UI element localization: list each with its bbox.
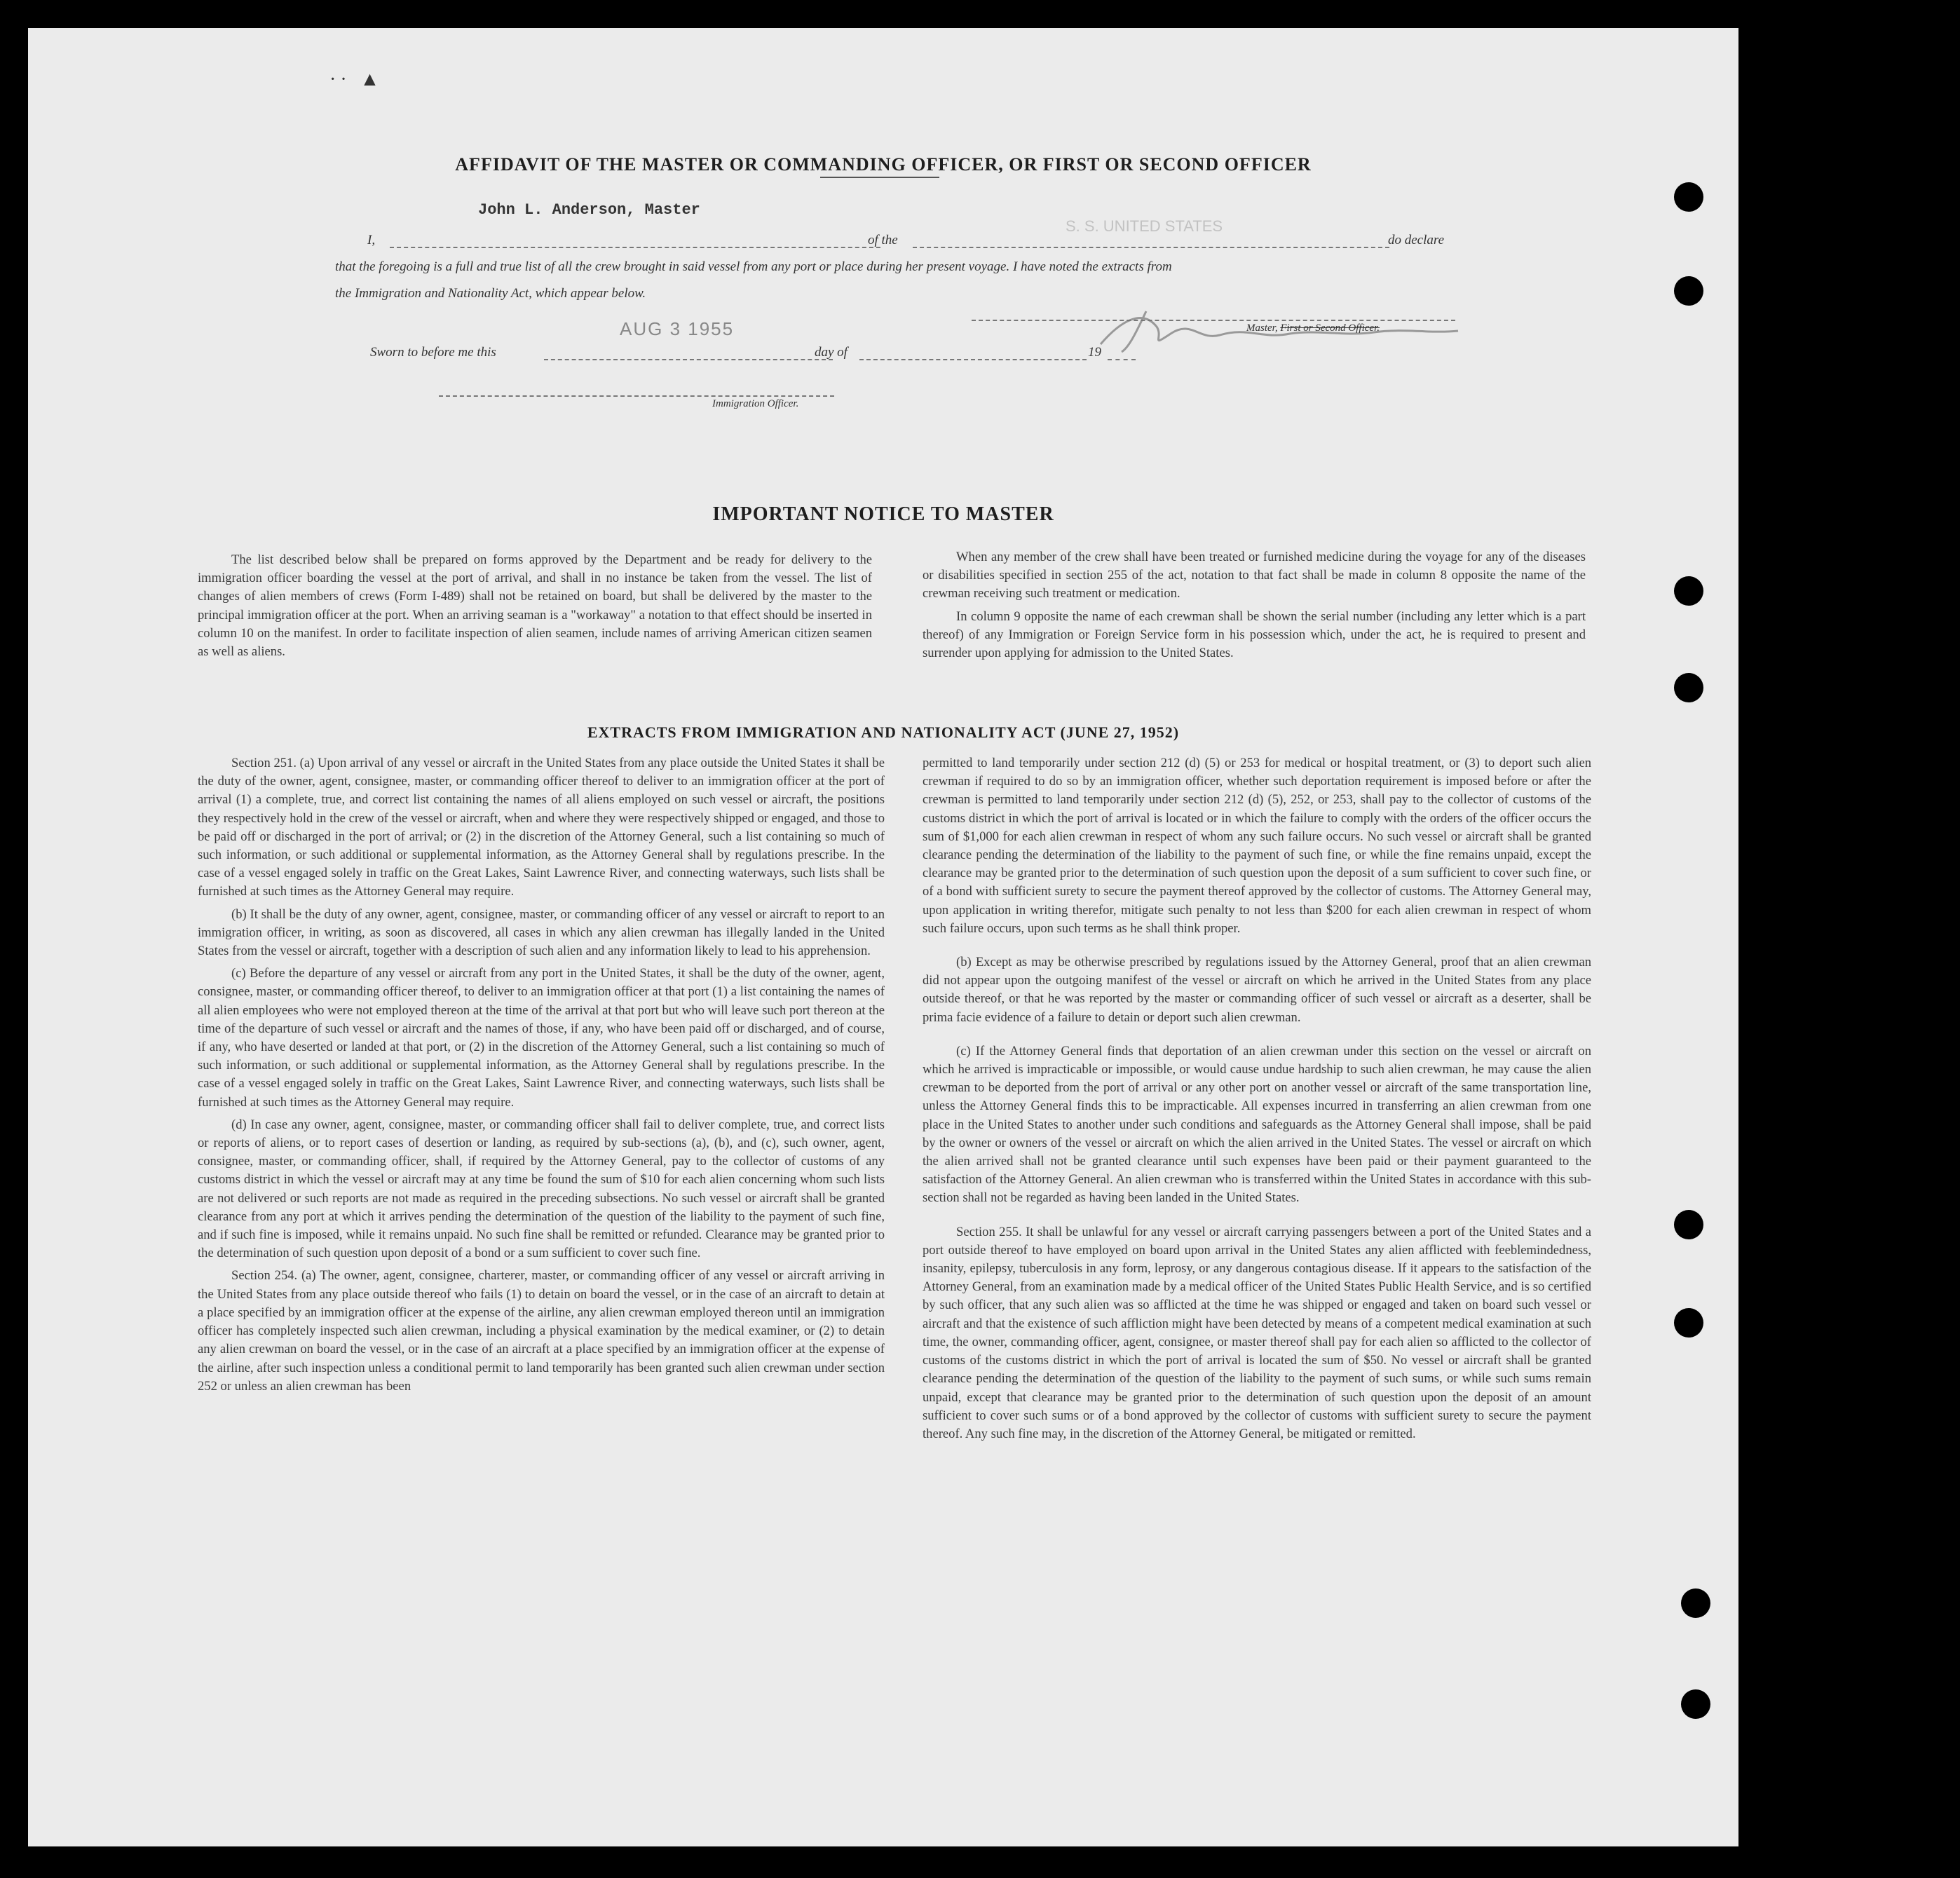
declare-prefix: I, — [367, 233, 376, 247]
declare-of-the: of the — [868, 233, 898, 247]
punch-hole — [1674, 1210, 1703, 1239]
section-251b: (b) It shall be the duty of any owner, agent, consignee, master, or commanding officer of any vessel or aircraft to report to an immigration officer, in writing, as soon as discovered, all cases in which any alien crewman has illegally landed in the United States from the vessel or aircraft, together with a description of such alien and any information likely to lead to his apprehension. — [198, 906, 885, 959]
punch-hole — [1674, 576, 1703, 606]
section-254c: (c) If the Attorney General finds that deportation of an alien crewman under this section on the vessel or aircraft on which he arrived is impracticable or impossible, or would cause undue hardship to such alien crewman, he may cause the alien crewman to be deported from the port of arrival or any other port on another vessel or aircraft of the same transportation line, unless the Attorney General finds this to be impracticable. All expenses incurred in transferring an alien crewman from one place in the United States to another under such conditions and safeguards as the Attorney General shall impose, shall be paid by the owner or owners of the vessel or aircraft on which the alien arrived in the United States. The vessel or aircraft on which the alien arrived shall not be granted clearance until such expenses have been paid or their payment guaranteed to the satisfaction of the Attorney General. An alien crewman who is transferred within the United States in accordance with this sub-section shall not be regarded as having been landed in the United States. — [923, 1043, 1591, 1206]
section-254b: (b) Except as may be otherwise prescribed by regulations issued by the Attorney General, proof that an alien crewman did not appear upon the outgoing manifest of the vessel or aircraft on which he arrived in the United States from any place outside thereof, or that he was reported by the master or commanding officer of such vessel or aircraft as a deserter, shall be prima facie evidence of a failure to detain or deport such alien crewman. — [923, 955, 1591, 1025]
notice-left-paragraph: The list described below shall be prepared on forms approved by the Department and be ready for delivery to the immigration officer boarding the vessel at the port of arrival, and shall in no instance be taken from the vessel. The list of changes of alien members of crews (Form I-489) shall not be retained on board, but shall be delivered by the master to the principal immigration officer at the port. When an arriving seaman is a "workaway" a notation to that effect should be inserted in column 10 on the manifest. In order to facilitate inspection of alien seamen, include names of arriving American citizen seamen as well as aliens. — [198, 552, 872, 660]
extracts-title: EXTRACTS FROM IMMIGRATION AND NATIONALITY ACT (JUNE 27, 1952) — [587, 723, 1180, 741]
vessel-blank-line — [913, 247, 1389, 248]
punch-hole — [1674, 673, 1703, 702]
notice-title: IMPORTANT NOTICE TO MASTER — [712, 503, 1054, 525]
section-251d: (d) In case any owner, agent, consignee, master, or commanding officer shall fail to deliver complete, true, and correct lists or reports of aliens, or to report cases of desertion or landing, as required by sub-sections (a), (b), and (c), such owner, agent, consignee, master, or commanding officer, shall, if required by the Attorney General, pay to the collector of customs of any customs district in which the vessel or aircraft may at any time be found the sum of $10 for each alien concerning whom such lists are not delivered or such reports are not made as required in the preceding subsections. No such vessel or aircraft shall be granted clearance from any port at which it arrives pending the determination of the question of the liability to the payment of such fine, and if such fine is imposed, while it remains unpaid. No such fine shall be remitted or refunded. Clearance may be granted prior to the determination of such question upon deposit of a bond or a sum sufficient to cover such fine. — [198, 1117, 885, 1261]
extracts-left-column — [198, 754, 885, 1400]
typed-master-name: John L. Anderson, Master — [478, 201, 700, 219]
immigration-officer-line — [439, 395, 834, 397]
declare-suffix: do declare — [1388, 233, 1445, 247]
master-label: Master, — [1246, 322, 1278, 334]
punch-hole — [1674, 1308, 1703, 1338]
section-251c: (c) Before the departure of any vessel or aircraft from any port in the United States, it shall be the duty of the owner, agent, consignee, master, or commanding officer thereof, to deliver to an immigration officer at that port (1) a list containing the names of all alien employees who were not employed thereon at the time of the arrival at that port but who will leave such port thereon at the time of the departure of such vessel or aircraft and the names of those, if any, who have been paid off or discharged, and of course, if any, who have deserted or landed at that port, or (2) in the discretion of the Attorney General, such a list containing so much of such information, or such additional or supplemental information, as the Attorney General shall by regulations prescribe. In the case of a vessel engaged solely in traffic on the Great Lakes, Saint Lawrence River, and connecting waterways, such lists shall be furnished at such times as the Attorney General may require. — [198, 966, 885, 1110]
document-sheet — [28, 28, 1738, 1846]
notice-right-column — [923, 548, 1586, 667]
statement-line-2: the Immigration and Nationality Act, which appear below. — [335, 286, 646, 301]
notice-left-column — [198, 551, 872, 665]
officer-label-struck: First or Second Officer. — [1280, 322, 1380, 334]
affidavit-title: AFFIDAVIT OF THE MASTER OR COMMANDING OFFICER, OR FIRST OR SECOND OFFICER — [455, 154, 1312, 175]
date-stamp: AUG 3 1955 — [620, 318, 735, 339]
notice-right-paragraph-2: In column 9 opposite the name of each crewman shall be shown the serial number (including any letter which is a part thereof) of any Immigration or Foreign Service form in his possession which, under the act, he is required to present and surrender upon applying for admission to the United States. — [923, 608, 1586, 661]
name-blank-line — [390, 247, 880, 248]
section-251a: Section 251. (a) Upon arrival of any vessel or aircraft in the United States from any place outside the United States it shall be the duty of the owner, agent, consignee, master, or commanding officer thereof to deliver to an immigration officer at the port of arrival (1) a complete, true, and correct list containing the names of all aliens employed on such vessel or aircraft, the positions they respectively hold in the crew of the vessel or aircraft, when and where they were respectively shipped or engaged, and those to be paid off or discharged in the port of arrival; or (2) in the discretion of the Attorney General, such a list containing so much of such information, or such additional or supplemental information, as the Attorney General shall by regulations prescribe. In the case of a vessel engaged solely in traffic on the Great Lakes, Saint Lawrence River, and connecting waterways, such lists shall be furnished at such times as the Attorney General may require. — [198, 756, 885, 899]
punch-hole — [1681, 1689, 1710, 1719]
statement-line-1: that the foregoing is a full and true list of all the crew brought in said vessel from any port or place during her present voyage. I have noted the extracts from — [335, 259, 1172, 274]
signature-blank-line — [972, 320, 1455, 321]
day-of-label: day of — [815, 345, 848, 360]
punch-hole — [1674, 182, 1703, 212]
section-254a-continued: permitted to land temporarily under section 212 (d) (5) or 253 for medical or hospital treatment, or (3) to deport such alien crewman if required to do so by an immigration officer, whether such deportation requirement is imposed before or after the crewman is permitted to land temporarily under section 212 (d) (5), 252, or 253, shall pay to the collector of customs of the customs district in which the port of arrival is located or in which the failure to comply with the orders of the officer occurs the sum of $1,000 for each alien crewman in respect of whom any such failure occurs. No such vessel or aircraft shall be granted clearance pending the determination of the liability to the payment of such fine, or while the fine remains unpaid, except the clearance may be granted prior to the determination of such question upon the deposit of a sum sufficient to cover such fine, or of a bond with sufficient surety to secure the payment thereof approved by the collector of customs. The Attorney General may, upon application in writing therefor, mitigate such penalty to not less than $200 for each alien crewman in respect of whom such failure occurs, upon such terms as he shall think proper. — [923, 756, 1591, 936]
extracts-right-column — [923, 754, 1591, 1448]
master-label-group — [1246, 322, 1380, 334]
scan-specks: ·· ▲ — [329, 69, 384, 90]
vessel-name: S. S. UNITED STATES — [1066, 217, 1223, 235]
month-blank — [859, 359, 1087, 360]
immigration-officer-label: Immigration Officer. — [712, 398, 799, 409]
year-blank — [1108, 359, 1136, 360]
punch-hole — [1674, 276, 1703, 306]
notice-right-paragraph-1: When any member of the crew shall have been treated or furnished medicine during the voyage for any of the diseases or disabilities specified in section 255 of the act, notation to that fact shall be made in column 8 opposite the name of the crewman receiving such treatment or medication. — [923, 550, 1586, 601]
section-254a: Section 254. (a) The owner, agent, consignee, charterer, master, or commanding officer of any vessel or aircraft arriving in the United States from any place outside thereof who fails (1) to detain on board the vessel, or in the case of an aircraft to detain at a place specified by an immigration officer at the expense of the airline, any alien crewman employed thereon until an immigration officer has completely inspected such alien crewman, including a physical examination by the medical examiner, or (2) to detain any alien crewman on board the vessel, or in the case of an aircraft at a place specified by an immigration officer at the expense of the airline, after such inspection unless a conditional permit to land temporarily has been granted such alien crewman under section 252 or unless an alien crewman has been — [198, 1268, 885, 1394]
sworn-label: Sworn to before me this — [370, 345, 496, 360]
punch-hole — [1681, 1588, 1710, 1618]
sworn-day-blank — [544, 359, 833, 360]
section-255: Section 255. It shall be unlawful for any vessel or aircraft carrying passengers between a port of the United States and a port outside thereof to have employed on board upon arrival in the United States any alien afflicted with feeblemindedness, insanity, epilepsy, tuberculosis in any form, leprosy, or any dangerous contagious disease. If it appears to the satisfaction of the Attorney General, from an examination made by a medical officer of the United States Public Health Service, and is so certified by such officer, that any such alien was so afflicted at the time he was shipped or engaged and taken on board such vessel or aircraft and that the existence of such affliction might have been detected by means of a competent medical examination at such time, the owner, commanding officer, agent, consignee, or master thereof shall pay for each alien so afflicted to the collector of customs of the customs district in which the port of arrival is located the sum of $50. No vessel or aircraft shall be granted clearance pending the determination of the question of the liability to the payment of such sums, or while such sums remain unpaid, except that clearance may be granted prior to the determination of such question upon the deposit of an amount sufficient to cover such sums or of a bond approved by the collector of customs with sufficient surety to secure the payment thereof. Any such fine may, in the discretion of the Attorney General, be mitigated or remitted. — [923, 1224, 1591, 1441]
title-rule — [820, 177, 939, 178]
year-label: 19 — [1088, 345, 1101, 360]
